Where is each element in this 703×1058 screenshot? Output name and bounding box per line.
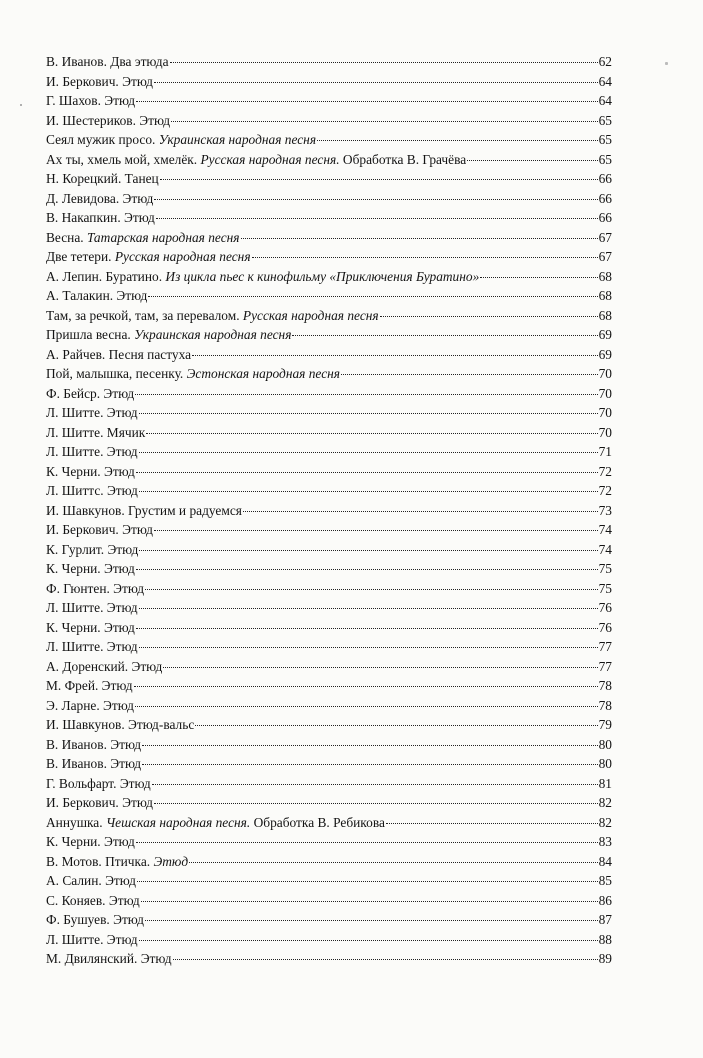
toc-entry-title [46, 618, 135, 638]
dot-leader [139, 491, 598, 492]
toc-entry-text: Н. Корецкий. Танец [46, 171, 159, 186]
toc-entry-title [46, 501, 242, 521]
toc-entry-text: Обработка В. Грачёва [339, 151, 467, 167]
toc-entry [46, 715, 612, 735]
toc-entry-page-number: 76 [598, 619, 612, 635]
toc-entry-text: Г. Вольфарт. Этюд [46, 775, 151, 791]
dot-leader [170, 62, 598, 63]
dot-leader [139, 608, 598, 609]
toc-entry-text: И. Шестериков. Этюд [46, 112, 171, 128]
dot-leader [154, 199, 597, 200]
dot-leader [152, 784, 598, 785]
toc-entry [46, 111, 612, 131]
toc-entry-title [46, 579, 144, 599]
toc-entry [46, 832, 612, 852]
dot-leader [139, 452, 598, 453]
toc-entry-page-number: 81 [598, 775, 612, 791]
toc-entry-text: Г. Шахов. Этюд [46, 93, 136, 108]
toc-entry [46, 72, 612, 92]
toc-entry [46, 891, 612, 911]
toc-entry-title [46, 267, 479, 287]
toc-entry [46, 189, 612, 209]
toc-entry [46, 364, 612, 384]
toc-entry [46, 423, 612, 443]
toc-entry-text: Э. Ларне. Этюд [46, 697, 134, 713]
toc-entry-text: Там, за речкой, там, за перевалом. [46, 307, 243, 323]
toc-entry-subtitle-italic: Татарская народная песня [86, 229, 240, 245]
dot-leader [146, 433, 597, 434]
toc-entry-text: К. Черни. Этюд [46, 619, 135, 635]
toc-entry [46, 735, 612, 755]
toc-entry [46, 267, 612, 287]
toc-entry-subtitle-italic: Русская народная песня. [200, 151, 340, 167]
dot-leader [136, 569, 598, 570]
toc-entry-subtitle-italic: Чешская народная песня. [105, 814, 251, 830]
toc-entry-title [46, 130, 316, 150]
dot-leader [141, 901, 598, 902]
toc-entry [46, 286, 612, 306]
toc-entry-title [46, 481, 138, 501]
toc-entry [46, 559, 612, 579]
dot-leader [189, 862, 597, 863]
toc-entry-title [46, 403, 138, 423]
toc-entry-title [46, 715, 194, 735]
toc-entry-title [46, 189, 153, 209]
toc-entry-text: Ф. Бушуев. Этюд [46, 912, 144, 927]
toc-entry-page-number: 66 [598, 190, 612, 206]
toc-entry-page-number: 67 [598, 229, 612, 245]
toc-entry-page-number: 72 [598, 463, 612, 479]
toc-entry-title [46, 423, 145, 443]
toc-entry-title [46, 930, 138, 950]
dot-leader [148, 296, 597, 297]
dot-leader [252, 257, 598, 258]
toc-entry-title [46, 910, 144, 930]
toc-entry [46, 384, 612, 404]
toc-entry-title [46, 384, 134, 404]
toc-entry [46, 598, 612, 618]
toc-entry-text: Пришла весна. [46, 327, 135, 342]
toc-entry-title [46, 774, 151, 794]
toc-entry-page-number: 70 [598, 385, 612, 401]
toc-entry-page-number: 78 [598, 678, 612, 693]
dot-leader [243, 511, 598, 512]
toc-entry-text: М. Двилянский. Этюд [46, 951, 172, 966]
toc-entry-page-number: 88 [598, 931, 612, 947]
dot-leader [145, 920, 598, 921]
toc-entry [46, 150, 612, 170]
toc-entry [46, 579, 612, 599]
toc-entry-page-number: 64 [598, 93, 612, 108]
dot-leader [134, 686, 598, 687]
toc-entry-title [46, 228, 240, 248]
toc-entry-page-number: 66 [598, 171, 612, 186]
toc-entry-subtitle-italic: Эстонская народная песня [186, 366, 341, 381]
toc-entry [46, 910, 612, 930]
toc-entry-title [46, 91, 135, 111]
toc-entry-title [46, 462, 135, 482]
toc-entry-title [46, 306, 379, 326]
toc-entry-title [46, 52, 169, 72]
toc-entry [46, 345, 612, 365]
toc-entry-title [46, 852, 188, 872]
toc-entry-page-number: 82 [598, 795, 612, 810]
toc-entry-text: Л. Шитте. Этюд [46, 600, 138, 615]
toc-entry [46, 637, 612, 657]
toc-entry-page-number: 80 [598, 736, 612, 752]
toc-entry-page-number: 79 [598, 717, 612, 732]
toc-entry-text: И. Шавкунов. Этюд-вальс [46, 717, 195, 732]
dot-leader [480, 277, 597, 278]
toc-entry-page-number: 74 [598, 522, 612, 537]
toc-entry-subtitle-italic: Украинская народная песня [134, 327, 292, 342]
toc-entry [46, 540, 612, 560]
toc-entry-text: К. Черни. Этюд [46, 561, 135, 576]
toc-entry-title [46, 169, 159, 189]
toc-entry [46, 52, 612, 72]
toc-entry [46, 696, 612, 716]
toc-entry-page-number: 80 [598, 756, 612, 771]
toc-entry [46, 618, 612, 638]
toc-entry-page-number: 68 [598, 268, 612, 284]
toc-entry-text: Л. Шитте. Этюд [46, 639, 138, 654]
toc-entry-subtitle-italic: Русская народная песня [242, 307, 379, 323]
toc-entry-title [46, 364, 340, 384]
dot-leader [160, 179, 598, 180]
dot-leader [386, 823, 598, 824]
dot-leader [136, 101, 598, 102]
toc-entry-page-number: 64 [598, 73, 612, 89]
toc-entry [46, 852, 612, 872]
toc-entry [46, 481, 612, 501]
toc-entry-text: В. Иванов. Этюд [46, 736, 142, 752]
dot-leader [142, 745, 598, 746]
dot-leader [195, 725, 597, 726]
dot-leader [292, 335, 597, 336]
table-of-contents [46, 52, 612, 969]
toc-entry-text: К. Гурлит. Этюд [46, 541, 139, 557]
toc-entry [46, 754, 612, 774]
toc-entry [46, 208, 612, 228]
dot-leader [139, 940, 598, 941]
dot-leader [163, 667, 597, 668]
toc-entry-title [46, 637, 138, 657]
dot-leader [156, 218, 598, 219]
toc-entry [46, 91, 612, 111]
toc-entry-title [46, 754, 141, 774]
toc-entry [46, 501, 612, 521]
toc-entry [46, 949, 612, 969]
toc-entry-subtitle-italic: Этюд [153, 853, 189, 869]
toc-entry-page-number: 69 [598, 346, 612, 362]
toc-entry-page-number: 70 [598, 405, 612, 420]
dot-leader [136, 628, 598, 629]
toc-entry-text: В. Иванов. Этюд [46, 756, 142, 771]
toc-entry [46, 520, 612, 540]
dot-leader [142, 764, 598, 765]
toc-entry-page-number: 62 [598, 54, 612, 69]
dot-leader [154, 803, 598, 804]
toc-entry-text: К. Черни. Этюд [46, 463, 135, 479]
toc-entry-title [46, 520, 153, 540]
toc-entry-title [46, 832, 135, 852]
toc-entry [46, 247, 612, 267]
toc-entry-title [46, 442, 138, 462]
dot-leader [139, 413, 598, 414]
toc-entry-title [46, 676, 133, 696]
toc-entry-title [46, 559, 135, 579]
toc-entry-page-number: 76 [598, 600, 612, 615]
dot-leader [154, 530, 598, 531]
toc-entry-subtitle-italic: Русская народная песня [114, 249, 251, 264]
toc-entry-page-number: 69 [598, 327, 612, 342]
toc-entry-page-number: 72 [598, 483, 612, 498]
dot-leader [135, 706, 598, 707]
toc-entry-page-number: 73 [598, 502, 612, 518]
toc-entry-page-number: 67 [598, 249, 612, 264]
toc-entry-title [46, 247, 251, 267]
toc-entry-title [46, 111, 170, 131]
toc-entry-title [46, 793, 153, 813]
toc-entry-page-number: 82 [598, 814, 612, 830]
toc-entry-page-number: 75 [598, 561, 612, 576]
toc-entry-page-number: 65 [598, 132, 612, 147]
toc-entry-page-number: 68 [598, 288, 612, 303]
toc-entry-text: Аннушка. [46, 814, 106, 830]
toc-entry-text: Л. Шитте. Этюд [46, 405, 138, 420]
toc-entry-page-number: 70 [598, 366, 612, 381]
toc-entry-text: Обработка В. Ребикова [250, 814, 385, 830]
scan-speck [665, 62, 668, 65]
toc-entry-page-number: 66 [598, 210, 612, 225]
toc-entry-text: И. Беркович. Этюд [46, 795, 153, 810]
toc-entry-title [46, 735, 141, 755]
toc-entry-text: Л. Шитте. Этюд [46, 931, 138, 947]
toc-entry-text: В. Мотов. Птичка. [46, 853, 154, 869]
toc-entry-title [46, 72, 153, 92]
toc-entry [46, 325, 612, 345]
toc-entry-page-number: 68 [598, 307, 612, 323]
toc-entry-text: Ах ты, хмель мой, хмелёк. [46, 151, 201, 167]
dot-leader [137, 881, 598, 882]
toc-entry-title [46, 949, 172, 969]
toc-entry-text: Ф. Бейср. Этюд [46, 385, 135, 401]
toc-entry-page-number: 65 [598, 112, 612, 128]
toc-entry-title [46, 208, 155, 228]
toc-entry-page-number: 70 [598, 424, 612, 440]
dot-leader [173, 959, 598, 960]
toc-entry-page-number: 78 [598, 697, 612, 713]
toc-entry-text: Л. Шитте. Этюд [46, 444, 138, 459]
dot-leader [192, 355, 598, 356]
dot-leader [171, 121, 597, 122]
dot-leader [154, 82, 598, 83]
toc-entry-title [46, 696, 134, 716]
toc-entry [46, 930, 612, 950]
scan-speck [20, 104, 22, 106]
toc-entry-page-number: 87 [598, 912, 612, 927]
toc-entry-text: Л. Шитте. Мячик [46, 424, 146, 440]
dot-leader [317, 140, 598, 141]
toc-entry [46, 228, 612, 248]
toc-entry-text: А. Райчев. Песня пастуха [46, 346, 192, 362]
toc-entry-title [46, 598, 138, 618]
toc-entry [46, 169, 612, 189]
toc-entry-subtitle-italic: Украинская народная песня [158, 132, 317, 147]
toc-entry-text: В. Иванов. Два этюда [46, 54, 169, 69]
dot-leader [341, 374, 598, 375]
toc-entry-page-number: 86 [598, 892, 612, 908]
dot-leader [139, 550, 597, 551]
dot-leader [139, 647, 598, 648]
toc-entry-text: И. Беркович. Этюд [46, 73, 153, 89]
toc-entry [46, 793, 612, 813]
toc-entry-text: И. Шавкунов. Грустим и радуемся [46, 502, 242, 518]
toc-entry-title [46, 150, 466, 170]
toc-entry-page-number: 89 [598, 951, 612, 966]
dot-leader [136, 472, 598, 473]
toc-entry-text: К. Черни. Этюд [46, 834, 135, 849]
toc-entry-text: А. Лепин. Буратино. [46, 268, 166, 284]
toc-entry-text: А. Доренский. Этюд [46, 658, 163, 674]
dot-leader [241, 238, 598, 239]
toc-entry-text: Две тетери. [46, 249, 115, 264]
toc-entry-text: В. Накапкин. Этюд [46, 210, 155, 225]
toc-entry-page-number: 74 [598, 541, 612, 557]
toc-entry [46, 130, 612, 150]
dot-leader [136, 842, 598, 843]
toc-entry [46, 462, 612, 482]
toc-entry-text: С. Коняев. Этюд [46, 892, 140, 908]
toc-entry-page-number: 77 [598, 658, 612, 674]
toc-entry-title [46, 325, 291, 345]
toc-entry-title [46, 891, 140, 911]
toc-entry-text: Пой, малышка, песенку. [46, 366, 187, 381]
toc-entry-text: И. Беркович. Этюд [46, 522, 153, 537]
toc-entry [46, 676, 612, 696]
toc-entry-text: А. Талакин. Этюд [46, 288, 148, 303]
toc-entry [46, 813, 612, 833]
toc-entry-page-number: 71 [598, 444, 612, 459]
toc-entry [46, 442, 612, 462]
dot-leader [380, 316, 598, 317]
toc-entry [46, 871, 612, 891]
toc-entry-page-number: 77 [598, 639, 612, 654]
toc-entry-text: Сеял мужик просо. [46, 132, 159, 147]
dot-leader [467, 160, 597, 161]
toc-entry-page-number: 85 [598, 873, 612, 888]
toc-entry-text: А. Салин. Этюд [46, 873, 136, 888]
toc-entry-title [46, 871, 136, 891]
toc-entry [46, 657, 612, 677]
dot-leader [145, 589, 598, 590]
toc-entry-text: Весна. [46, 229, 87, 245]
toc-entry-title [46, 813, 385, 833]
toc-entry-page-number: 84 [598, 853, 612, 869]
toc-entry-title [46, 540, 138, 560]
toc-entry-page-number: 75 [598, 580, 612, 596]
toc-entry-title [46, 345, 191, 365]
toc-entry [46, 403, 612, 423]
toc-entry-subtitle-italic: Из цикла пьес к кинофильму «Приключения Буратино» [165, 268, 480, 284]
toc-entry-text: Ф. Гюнтен. Этюд [46, 580, 145, 596]
toc-entry [46, 306, 612, 326]
toc-entry-title [46, 286, 147, 306]
toc-entry [46, 774, 612, 794]
toc-entry-text: Л. Шиттс. Этюд [46, 483, 138, 498]
toc-entry-text: М. Фрей. Этюд [46, 678, 133, 693]
dot-leader [135, 394, 597, 395]
toc-entry-title [46, 657, 162, 677]
toc-entry-text: Д. Левидова. Этюд [46, 190, 154, 206]
toc-entry-page-number: 65 [598, 151, 612, 167]
toc-entry-page-number: 83 [598, 834, 612, 849]
